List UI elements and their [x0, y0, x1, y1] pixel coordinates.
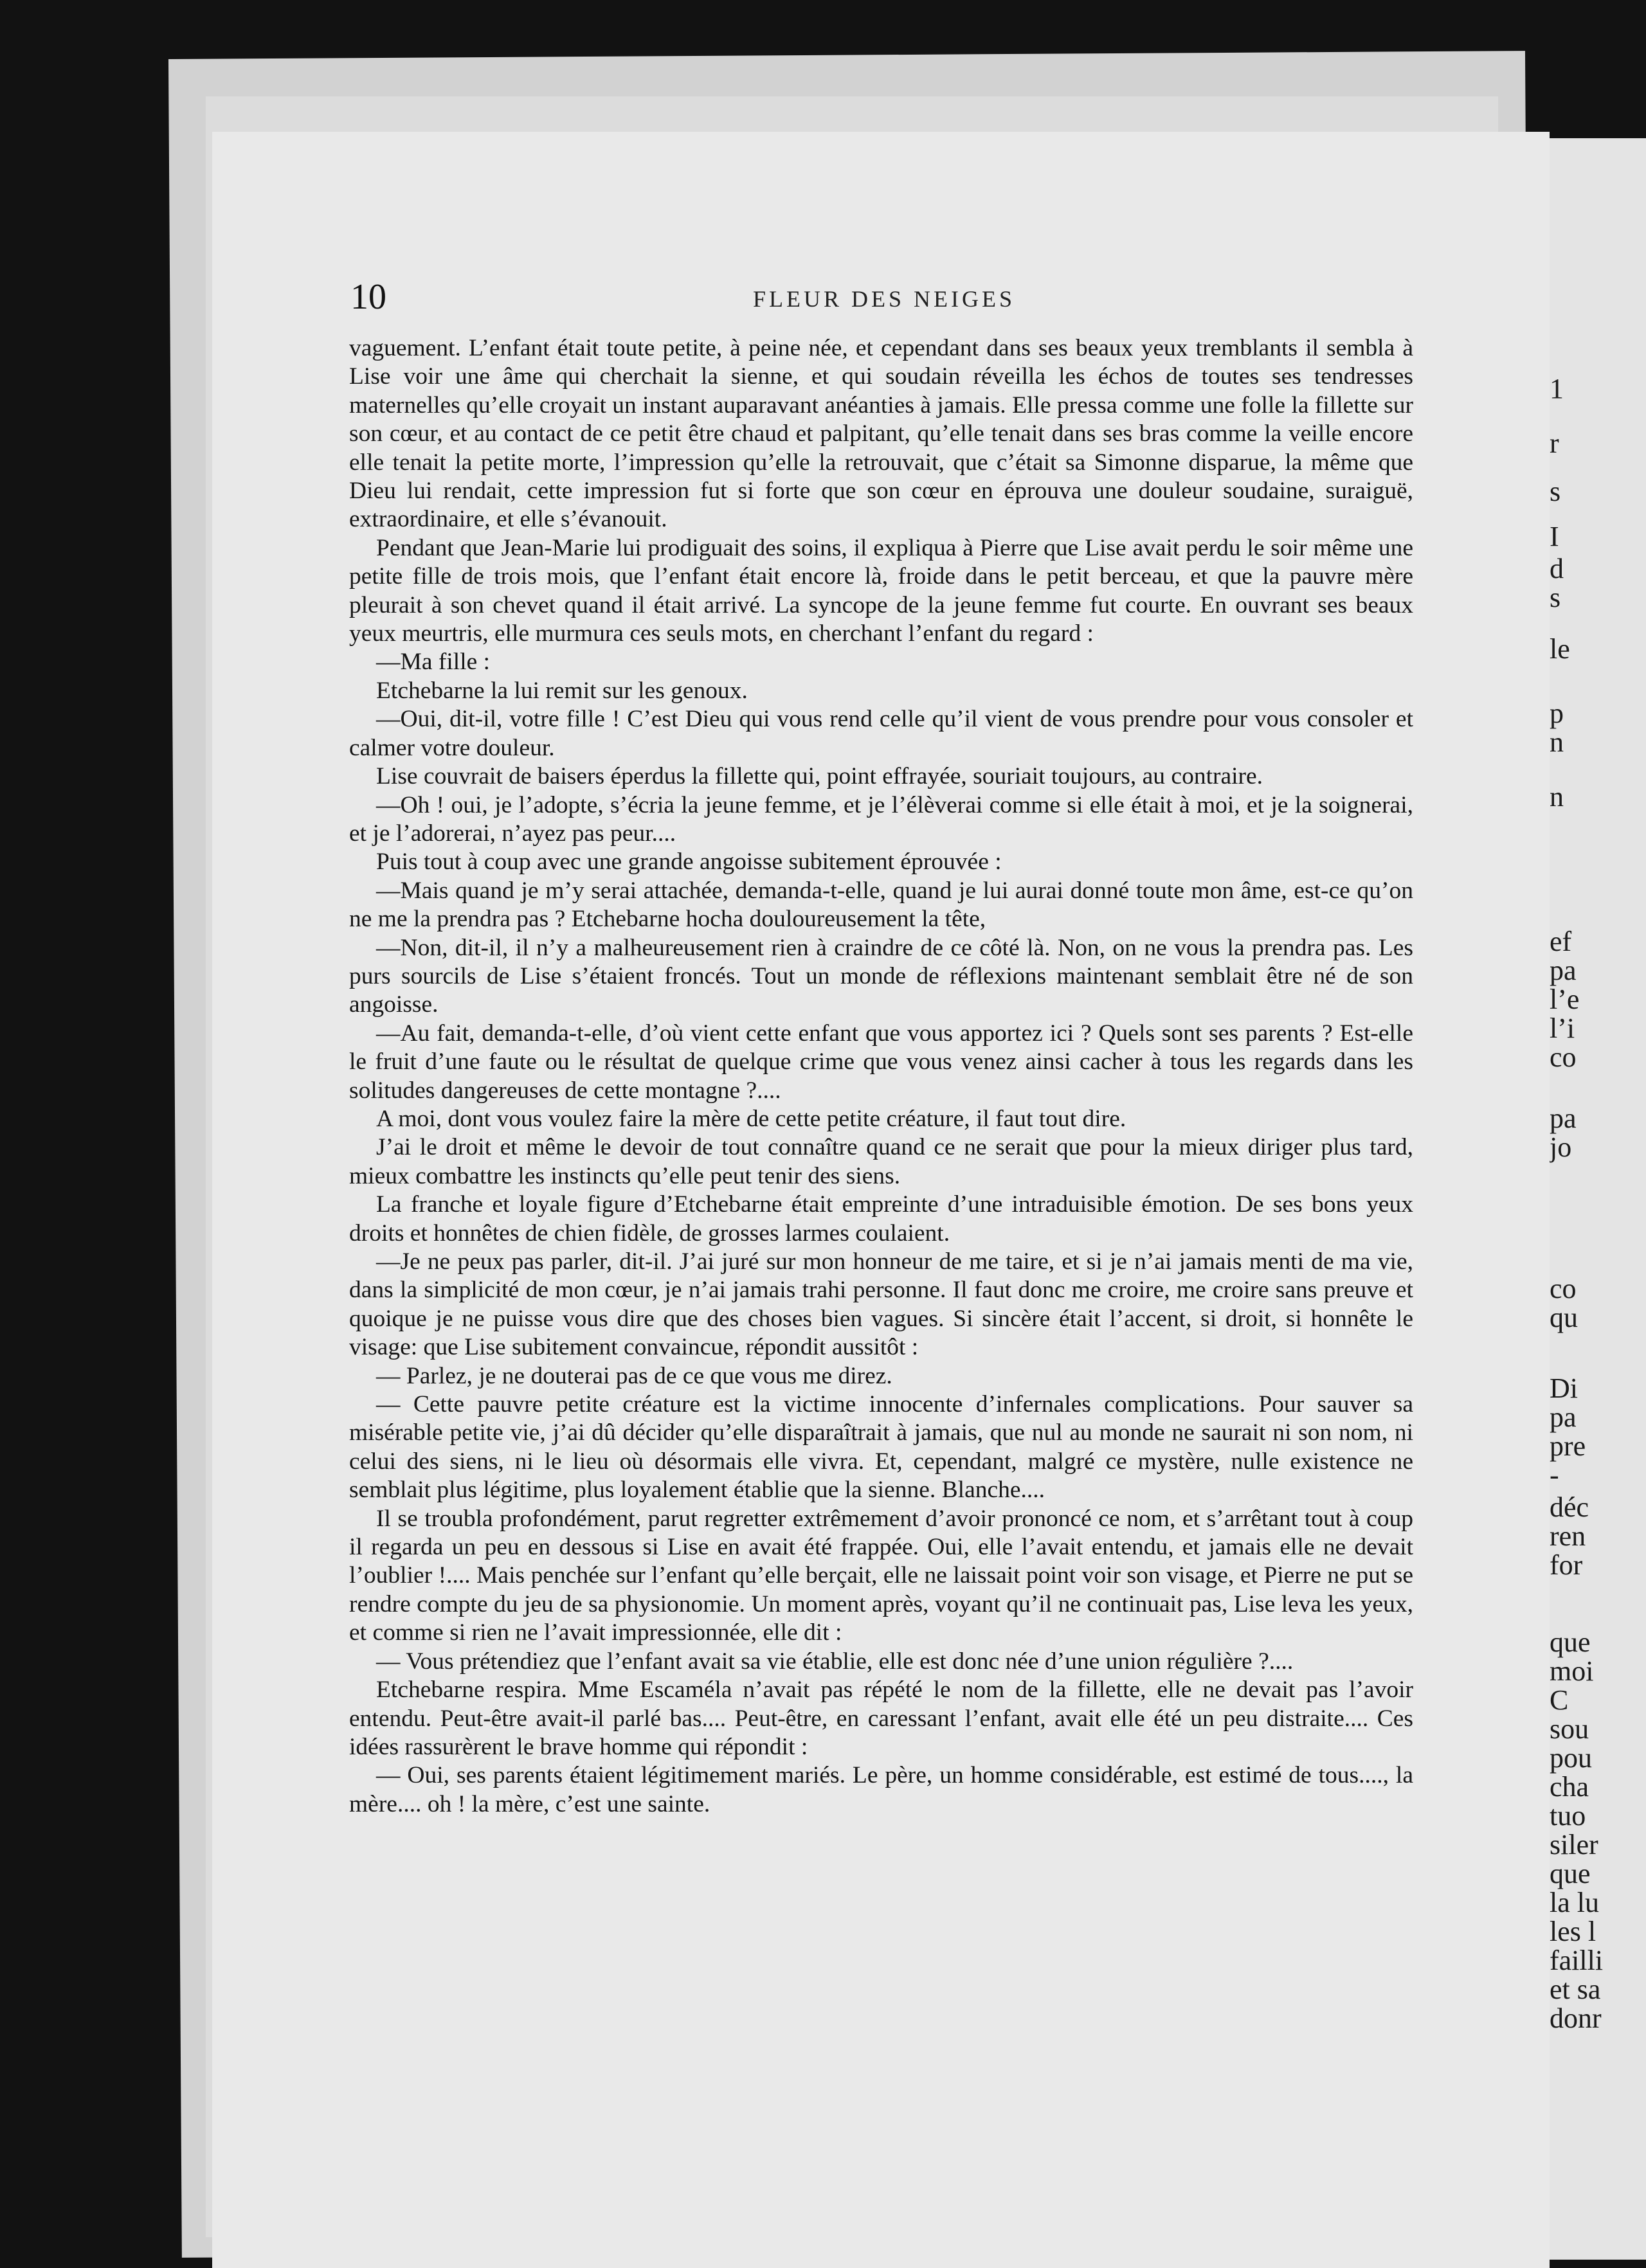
facing-page-text-fragment: que: [1550, 1858, 1591, 1889]
facing-page-text-fragment: les l: [1550, 1916, 1596, 1947]
facing-page-text-fragment: donr: [1550, 2003, 1602, 2034]
paragraph: J’ai le droit et même le devoir de tout connaître quand ce ne serait que pour la mieux diriger plus tard, mieux combattre les instincts qu’elle peut tenir des siens.: [349, 1134, 1413, 1189]
facing-page-text-fragment: p: [1550, 698, 1564, 729]
facing-page-text-fragment: siler: [1550, 1829, 1598, 1860]
facing-page-text-fragment: s: [1550, 582, 1561, 613]
facing-page-text-fragment: co: [1550, 1273, 1577, 1304]
paragraph: —Oh ! oui, je l’adopte, s’écria la jeune femme, et je l’élèverai comme si elle était à moi, et je la soignerai, et je l’adorerai, n’ayez pas peur....: [349, 791, 1413, 847]
paragraph: — Parlez, je ne douterai pas de ce que vous me direz.: [376, 1362, 892, 1389]
facing-page-text-fragment: n: [1550, 781, 1564, 813]
paragraph: A moi, dont vous voulez faire la mère de cette petite créature, il faut tout dire.: [376, 1105, 1126, 1132]
paragraph: Pendant que Jean-Marie lui prodiguait des soins, il expliqua à Pierre que Lise avait perdu le soir même une petite fille de trois mois, que l’enfant était encore là, froide dans le petit berceau, et que la pauvre mère pleurait à son chevet quand il était arrivé. La syncope de la jeune femme fut courte. En ouvrant ses beaux yeux meurtris, elle murmura ces seuls mots, en cherchant l’enfant du regard :: [349, 534, 1413, 647]
facing-page-text-fragment: et sa: [1550, 1974, 1601, 2005]
facing-page-text-fragment: co: [1550, 1041, 1577, 1073]
paragraph: —Ma fille :: [376, 649, 491, 676]
facing-page-text-fragment: la lu: [1550, 1887, 1599, 1918]
paragraph: Il se troubla profondément, parut regretter extrêmement d’avoir prononcé ce nom, et s’arrêtant tout à coup il regarda un peu en dessous si Lise en avait été frappée. Oui, elle l’avait entendu, et jamais elle ne devait l’oublier !.... Mais penchée sur l’enfant qu’elle berçait, elle ne laissait point voir son visage, et Pierre ne put se rendre compte du jeu de sa physionomie. Un moment après, voyant qu’il ne continuait pas, Lise leva les yeux, et comme si rien ne l’avait impressionnée, elle dit :: [349, 1505, 1413, 1646]
facing-page-text-fragment: I: [1550, 521, 1559, 552]
paragraph: — Vous prétendiez que l’enfant avait sa vie établie, elle est donc née d’une union régulière ?....: [376, 1648, 1294, 1675]
facing-page-text-fragment: r: [1550, 428, 1559, 459]
facing-page-text-fragment: l’i: [1550, 1013, 1575, 1044]
facing-page-text-fragment: ef: [1550, 926, 1572, 957]
facing-page-text-fragment: tuo: [1550, 1800, 1586, 1832]
facing-page-text-fragment: failli: [1550, 1945, 1604, 1976]
facing-page-text-fragment: n: [1550, 726, 1564, 758]
paragraph: — Oui, ses parents étaient légitimement mariés. Le père, un homme considérable, est estimé de tous...., la mère.... oh ! la mère, c’est une sainte.: [349, 1762, 1413, 1817]
facing-page-edge: [1550, 138, 1646, 2260]
facing-page-text-fragment: que: [1550, 1626, 1591, 1658]
facing-page-text-fragment: ren: [1550, 1520, 1586, 1552]
page-number: 10: [350, 277, 386, 317]
paragraph: Puis tout à coup avec une grande angoisse subitement éprouvée :: [376, 849, 1002, 876]
facing-page-text-fragment: C: [1550, 1684, 1569, 1716]
paragraph: — Cette pauvre petite créature est la victime innocente d’infernales complications. Pour sauver sa misérable petite vie, j’ai dû décider qu’elle disparaîtrait à jamais, que nul au monde ne saurait ni son nom, ni celui des siens, ni le lieu où désormais elle vivra. Et, cependant, malgré ce mystère, nulle existence ne semblait plus légitime, plus loyalement établie que la sienne. Blanche....: [349, 1391, 1413, 1504]
facing-page-text-fragment: déc: [1550, 1491, 1589, 1523]
page-body: [349, 334, 1413, 1819]
paragraph: —Au fait, demanda-t-elle, d’où vient cette enfant que vous apportez ici ? Quels sont ses parents ? Est-elle le fruit d’une faute ou le résultat de quelque crime que vous venez ainsi cacher à tous les regards dans les solitudes dangereuses de cette montagne ?....: [349, 1020, 1413, 1104]
facing-page-text-fragment: for: [1550, 1549, 1583, 1581]
facing-page-text-fragment: Di: [1550, 1372, 1578, 1404]
facing-page-text-fragment: -: [1550, 1459, 1559, 1491]
facing-page-text-fragment: cha: [1550, 1771, 1589, 1803]
facing-page-text-fragment: d: [1550, 553, 1564, 584]
facing-page-text-fragment: pre: [1550, 1430, 1586, 1462]
paragraph: —Je ne peux pas parler, dit-il. J’ai juré sur mon honneur de me taire, et si je n’ai jamais menti de ma vie, dans la simplicité de mon cœur, je n’ai jamais trahi personne. Il faut donc me croire, me croire sans preuve et quoique je ne puisse vous dire que des choses bien vagues. Si sincère était l’accent, si droit, si honnête le visage: que Lise subitement convaincue, répondit aussitôt :: [349, 1248, 1413, 1361]
paragraph: La franche et loyale figure d’Etchebarne était empreinte d’une intraduisible émotion. De ses bons yeux droits et honnêtes de chien fidèle, de grosses larmes coulaient.: [349, 1191, 1413, 1246]
paragraph: vaguement. L’enfant était toute petite, à peine née, et cependant dans ses beaux yeux tremblants il sembla à Lise voir une âme qui cherchait la sienne, et qui soudain réveilla les échos de toutes ses tendresses maternelles qu’elle croyait un instant auparavant anéanties à jamais. Elle pressa comme une folle la fillette sur son cœur, et au contact de ce petit être chaud et palpitant, qu’elle tenait dans ses bras comme la veille encore elle tenait la petite morte, l’impression qu’elle la retrouvait, que c’était sa Simonne disparue, la même que Dieu lui rendait, cette impression fut si forte que son cœur en éprouva une douleur soudaine, suraiguë, extraordinaire, et elle s’évanouit.: [349, 335, 1413, 533]
paragraph: —Oui, dit-il, votre fille ! C’est Dieu qui vous rend celle qu’il vient de vous prendre pour vous consoler et calmer votre douleur.: [349, 706, 1413, 761]
paragraph: Etchebarne la lui remit sur les genoux.: [376, 677, 748, 704]
facing-page-text-fragment: le: [1550, 633, 1570, 665]
facing-page-text-fragment: pou: [1550, 1742, 1592, 1774]
paragraph: —Mais quand je m’y serai attachée, demanda-t-elle, quand je lui aurai donné toute mon âme, est-ce qu’on ne me la prendra pas ? Etchebarne hocha douloureusement la tête,: [349, 877, 1413, 933]
paragraph: Lise couvrait de baisers éperdus la fillette qui, point effrayée, souriait toujours, au contraire.: [376, 763, 1263, 790]
facing-page-text-fragment: sou: [1550, 1713, 1589, 1745]
paragraph: —Non, dit-il, il n’y a malheureusement rien à craindre de ce côté là. Non, on ne vous la prendra pas. Les purs sourcils de Lise s’étaient froncés. Tout un monde de réflexions maintenant semblait être né de son angoisse.: [349, 934, 1413, 1018]
facing-page-text-fragment: 1: [1550, 373, 1564, 404]
facing-page-text-fragment: s: [1550, 476, 1561, 507]
running-title: FLEUR DES NEIGES: [752, 286, 1015, 312]
facing-page-text-fragment: pa: [1550, 1401, 1577, 1433]
facing-page-text-fragment: l’e: [1550, 984, 1580, 1015]
facing-page-text-fragment: qu: [1550, 1302, 1578, 1333]
facing-page-text-fragment: moi: [1550, 1655, 1594, 1687]
paragraph: Etchebarne respira. Mme Escaméla n’avait pas répété le nom de la fillette, elle ne devait pas l’avoir entendu. Peut-être avait-il parlé bas.... Peut-être, en caressant l’enfant, avait elle été un peu distraite.... Ces idées rassurèrent le brave homme qui répondit :: [349, 1677, 1413, 1760]
page-header: [350, 276, 1418, 315]
facing-page-text-fragment: pa: [1550, 955, 1577, 986]
facing-page-text-fragment: pa: [1550, 1102, 1577, 1134]
facing-page-text-fragment: jo: [1550, 1131, 1572, 1163]
